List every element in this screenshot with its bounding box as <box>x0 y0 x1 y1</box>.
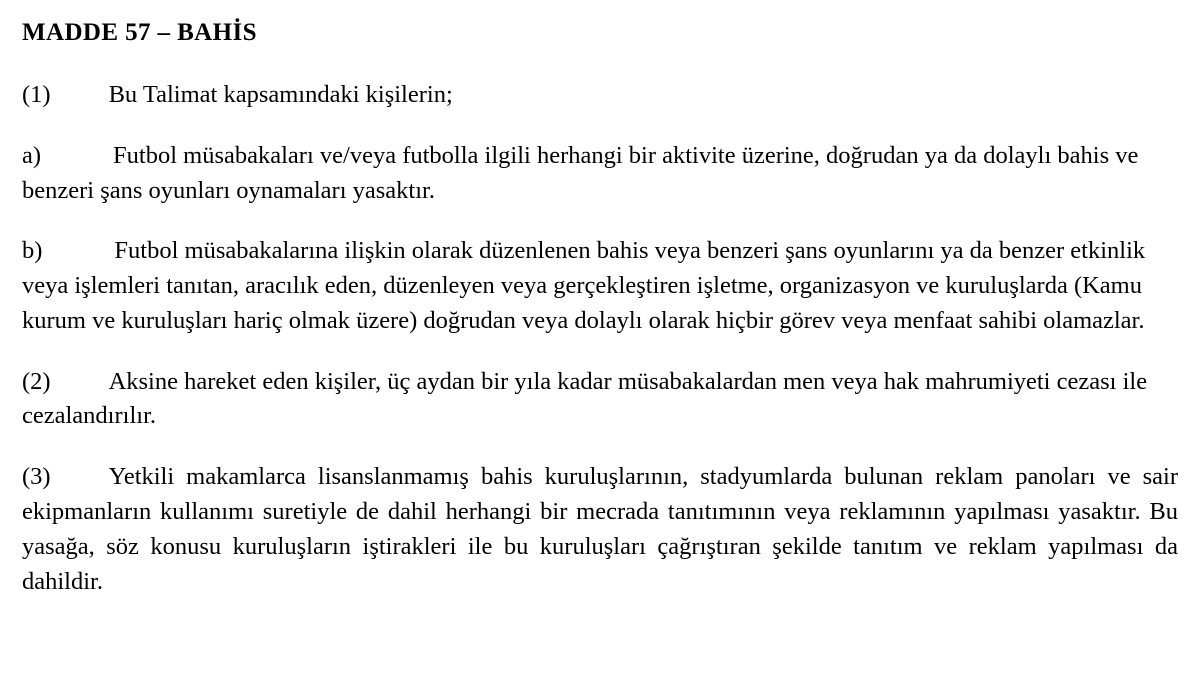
paragraph-marker-b: b) <box>22 237 43 265</box>
page-title: MADDE 57 – BAHİS <box>22 19 257 46</box>
paragraph-2 <box>22 365 1178 435</box>
paragraph-text-b: Futbol müsabakalarına ilişkin olarak düzenlenen bahis veya benzeri şans oyunlarını ya da benzer etkinlik veya işlemleri tanıtan, aracılık eden, düzenleyen veya gerçekleştiren işletme, organizasyon ve kuruluşlarda (Kamu kurum ve kuruluşları hariç olmak üzere) doğrudan veya dolaylı olarak hiçbir görev veya menfaat sahibi olamazlar. <box>22 237 1146 334</box>
paragraph-3 <box>22 460 1178 599</box>
paragraph-marker-3: (3) <box>22 463 51 491</box>
paragraph-text-1: Bu Talimat kapsamındaki kişilerin; <box>108 81 453 108</box>
paragraph-marker-2: (2) <box>22 367 51 395</box>
paragraph-text-2: Aksine hareket eden kişiler, üç aydan bir yıla kadar müsabakalardan men veya hak mahrumiyeti cezası ile cezalandırılır. <box>22 367 1148 430</box>
paragraph-text-a: Futbol müsabakaları ve/veya futbolla ilgili herhangi bir aktivite üzerine, doğrudan ya da dolaylı bahis ve benzeri şans oyunları oynamaları yasaktır. <box>22 141 1139 204</box>
paragraph-text-3: Yetkili makamlarca lisanslanmamış bahis kuruluşlarının, stadyumlarda bulunan reklam panoları ve sair ekipmanların kullanımı suretiyle de dahil herhangi bir mecrada tanıtımının veya reklamının yapılması yasaktır. Bu yasağa, söz konusu kuruluşların iştirakleri ile bu kuruluşları çağrıştıran şekilde tanıtım ve reklam yapılması da dahildir. <box>22 463 1178 595</box>
paragraph-marker-a: a) <box>22 141 42 169</box>
paragraph-marker-1: (1) <box>22 81 51 108</box>
paragraph-1 <box>22 78 1178 113</box>
paragraph-b <box>22 234 1178 338</box>
paragraph-a <box>22 139 1178 209</box>
